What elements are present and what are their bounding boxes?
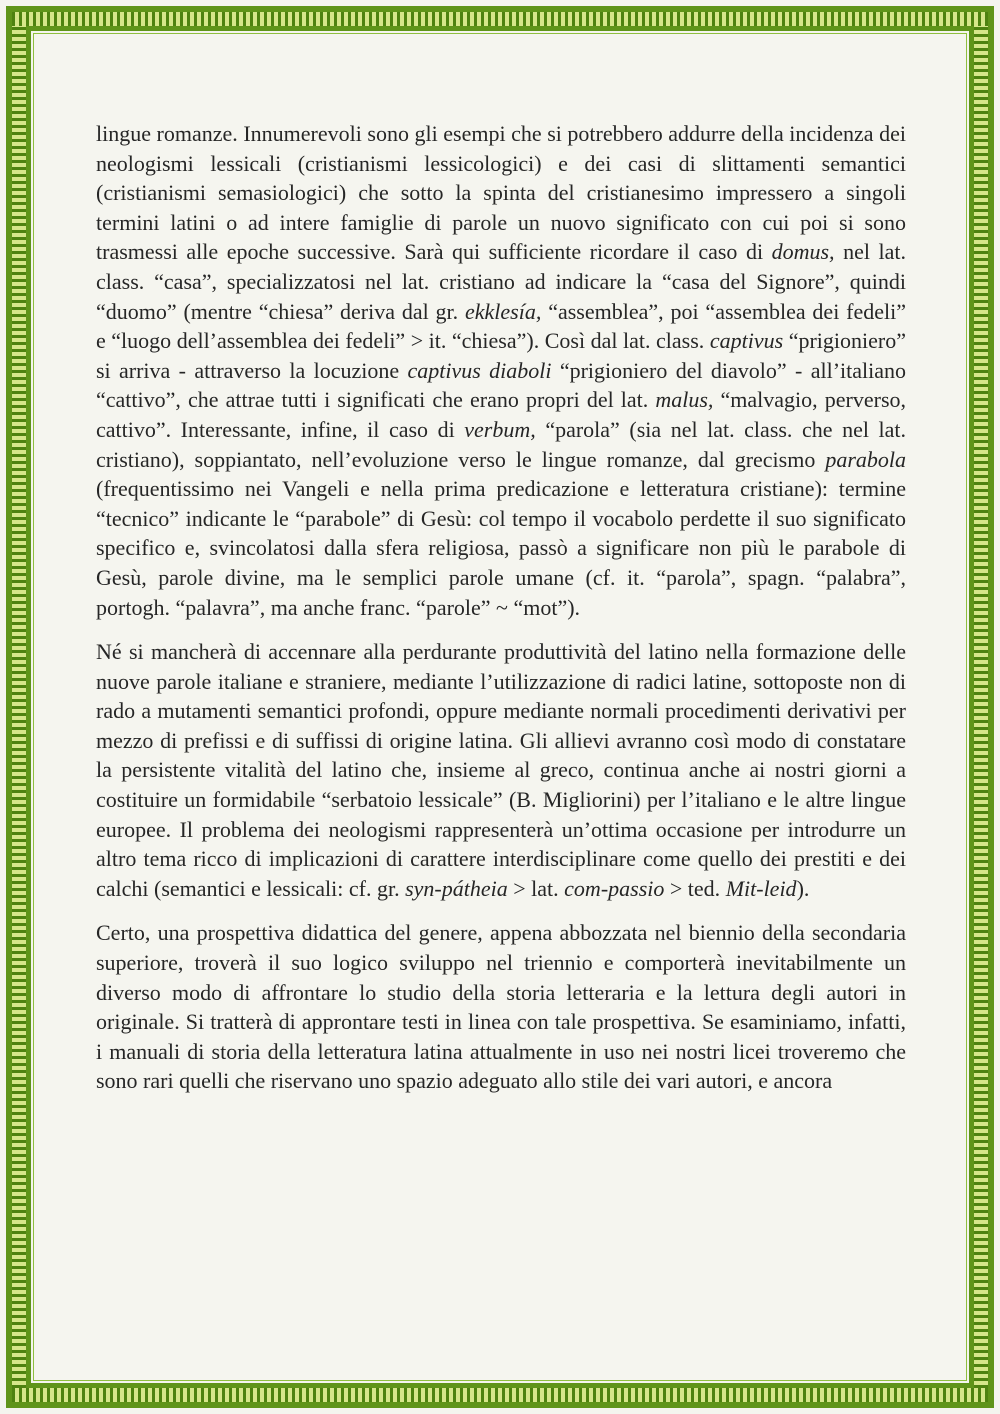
italic-term: captivus diaboli bbox=[407, 357, 552, 383]
italic-term: captivus bbox=[709, 328, 784, 354]
paragraph bbox=[96, 119, 906, 622]
text-run: “parola” (sia nel lat. class. che nel lat. cristiano), soppiantato, nell’evoluzione verso le lingue romanze, dal grecismo bbox=[96, 416, 907, 472]
text-run: nel lat. class. “casa”, specializzatosi nel lat. cristiano ad indicare la “casa del Signore”, quindi “duomo” (mentre “chiesa” deriva dal gr. bbox=[96, 239, 906, 324]
body-text bbox=[96, 119, 906, 1096]
text-run: “prigioniero del diavolo” - all’italiano “cattivo”, che attrae tutti i significati che erano propri del lat. bbox=[96, 357, 906, 413]
italic-term: parabola bbox=[825, 446, 906, 472]
text-run: Né si mancherà di accennare alla perdurante produttività del latino nella formazione delle nuove parole italiane e straniere, mediante l’utilizzazione di radici latine, sottoposte non di rado a mutamenti semantici profondi, oppure mediante normali procedimenti derivativi per mezzo di prefissi e di suffissi di origine latina. Gli allievi avranno così modo di constatare la persistente vitalità del latino che, insieme al greco, continua anche ai nostri giorni a costituire un formidabile “serbatoio lessicale” (B. Migliorini) per l’italiano e le altre lingue europee. Il problema dei neologismi rappresenterà un’ottima occasione per introdurre un altro tema ricco di implicazioni di carattere interdisciplinare come quello dei prestiti e dei calchi (semantici e lessicali: cf. gr. bbox=[96, 639, 906, 901]
text-run: Certo, una prospettiva didattica del genere, appena abbozzata nel biennio della secondaria superiore, troverà il suo logico sviluppo nel triennio e comporterà inevitabilmente un diverso modo di affrontare lo studio della storia letteraria e la lettura degli autori in originale. Si tratterà di approntare testi in linea con tale prospettiva. Se esaminiamo, infatti, i manuali di storia della letteratura latina attualmente in uso nei nostri licei troveremo che sono rari quelli che riservano uno spazio adeguato allo stile dei vari autori, e ancora bbox=[96, 920, 906, 1094]
italic-term: Mit-leid bbox=[725, 875, 797, 901]
italic-term: syn-pátheia bbox=[405, 875, 508, 901]
paragraph bbox=[96, 637, 906, 903]
italic-term: com-passio bbox=[564, 875, 665, 901]
text-run: lingue romanze. Innumerevoli sono gli esempi che si potrebbero addurre della incidenza dei neologismi lessicali (cristianismi lessicologici) e dei casi di slittamenti semantici (cristianismi semasiologici) che sotto la spinta del cristianesimo impressero a singoli termini latini o ad intere famiglie di parole un nuovo significato con cui poi si sono trasmessi alle epoche successive. Sarà qui sufficiente ricordare il caso di bbox=[96, 121, 906, 265]
paragraph bbox=[96, 918, 906, 1096]
italic-term: domus, bbox=[771, 239, 835, 265]
text-run: > lat. bbox=[507, 875, 565, 901]
italic-term: malus, bbox=[655, 387, 714, 413]
text-run: “prigioniero” si arriva - attraverso la locuzione bbox=[96, 328, 906, 383]
text-run: > ted. bbox=[664, 875, 726, 901]
italic-term: ekklesía, bbox=[465, 298, 542, 324]
text-run: “assemblea”, poi “assemblea dei fedeli” e “luogo dell’assemblea dei fedeli” > it. “chiesa”). Così dal lat. class. bbox=[96, 298, 906, 354]
italic-term: verbum, bbox=[464, 416, 536, 442]
text-run: “malvagio, perverso, cattivo”. Interessante, infine, il caso di bbox=[96, 387, 907, 442]
text-run: ). bbox=[796, 875, 810, 901]
text-run: (frequentissimo nei Vangeli e nella prima predicazione e letteratura cristiane): termine “tecnico” indicante le “parabole” di Gesù: col tempo il vocabolo perdette il suo significato specifico e, svincolatosi dalla sfera religiosa, passò a significare non più le parabole di Gesù, parole divine, ma le semplici parole umane (cf. it. “parola”, spagn. “palabra”, portogh. “palavra”, ma anche franc. “parole” ~ “mot”). bbox=[96, 476, 906, 620]
